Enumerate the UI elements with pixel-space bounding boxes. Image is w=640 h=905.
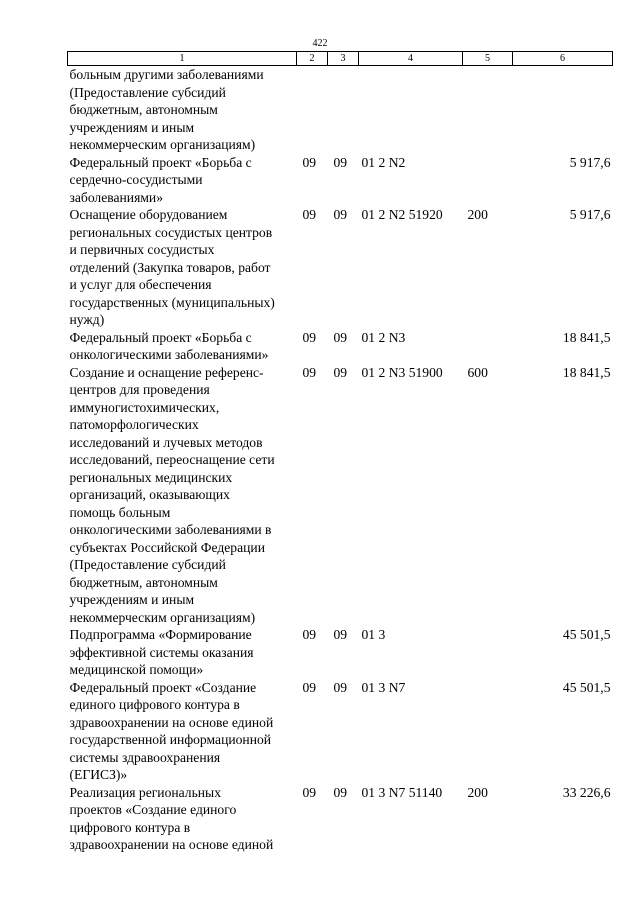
row-target-item-code (359, 66, 463, 154)
row-target-item-code: 01 3 N7 (361, 679, 406, 695)
row-name-line: Реализация региональных (69, 784, 221, 800)
column-header-expense-type: 5 (463, 52, 513, 66)
table-row (68, 679, 613, 784)
row-section-code: 09 (302, 207, 317, 222)
column-header-subsection: 3 (328, 52, 359, 66)
row-name-line: учреждениям и иным (69, 119, 195, 135)
row-subsection-code: 09 (333, 679, 348, 695)
row-name-line: бюджетным, автономным (69, 102, 218, 117)
row-name-line: больным другими заболеваниями (69, 67, 264, 82)
row-name-line: региональных сосудистых центров (69, 224, 273, 240)
row-name-line: субъектах Российской Федерации (69, 539, 265, 555)
row-name-line: заболеваниями» (69, 189, 164, 205)
row-subsection-code: 09 (333, 364, 348, 380)
row-name-line: Создание и оснащение референс- (69, 364, 264, 380)
row-amount: 5 917,6 (569, 207, 611, 222)
row-name-line: и первичных сосудистых (69, 242, 215, 257)
table-row (68, 66, 613, 154)
row-name-line: Федеральный проект «Борьба с (69, 329, 252, 345)
row-name-line: здравоохранении на основе единой (69, 837, 274, 852)
row-expense-type-code (463, 626, 513, 679)
row-name-line: онкологическими заболеваниями в (69, 522, 272, 537)
table-body (68, 66, 613, 854)
row-name-line: некоммерческим организациям) (69, 137, 256, 152)
row-name-line: помощь больным (69, 504, 171, 520)
row-target-item-code: 01 2 N3 51900 (361, 364, 443, 380)
row-name-line: государственных (муниципальных) (69, 294, 275, 310)
row-expense-type-code: 200 (467, 784, 488, 800)
budget-table (67, 51, 613, 854)
row-amount: 45 501,5 (562, 627, 611, 642)
row-name-line: отделений (Закупка товаров, работ (69, 259, 271, 275)
row-name-line: цифрового контура в (69, 819, 191, 835)
row-name-line: исследований, переоснащение сети (69, 452, 275, 467)
row-amount: 33 226,6 (562, 784, 611, 800)
row-name-line: Оснащение оборудованием (69, 207, 228, 222)
row-expense-type-code: 600 (467, 364, 488, 380)
row-name-line: единого цифрового контура в (69, 697, 240, 712)
row-name-line: и услуг для обеспечения (69, 277, 212, 292)
row-name-line: сердечно-сосудистыми (69, 172, 203, 187)
row-section-code: 09 (302, 329, 317, 345)
row-name-line: патоморфологических (69, 417, 199, 432)
row-amount: 5 917,6 (569, 154, 611, 170)
row-name-line: (Предоставление субсидий (69, 84, 226, 100)
table-row (68, 364, 613, 627)
row-target-item-code: 01 2 N3 (361, 329, 406, 345)
column-header-target-item: 4 (359, 52, 463, 66)
row-name-line: системы здравоохранения (69, 749, 221, 765)
row-target-item-code: 01 3 N7 51140 (361, 784, 443, 800)
row-name-line: Федеральный проект «Создание (69, 679, 257, 695)
row-target-item-code: 01 3 (361, 627, 386, 642)
row-subsection-code: 09 (333, 784, 348, 800)
row-subsection-code: 09 (333, 207, 348, 222)
row-name-line: медицинской помощи» (69, 662, 204, 677)
row-name (68, 206, 297, 329)
row-name-line: проектов «Создание единого (69, 802, 237, 817)
row-name (68, 329, 297, 364)
row-name-line: нужд) (69, 312, 105, 327)
row-subsection-code (328, 66, 359, 154)
table-row (68, 329, 613, 364)
row-name-line: организаций, оказывающих (69, 487, 230, 502)
row-subsection-code: 09 (333, 329, 348, 345)
table-row (68, 154, 613, 207)
row-name-line: государственной информационной (69, 732, 272, 747)
row-target-item-code: 01 2 N2 (361, 154, 406, 170)
row-name (68, 679, 297, 784)
row-name-line: исследований и лучевых методов (69, 434, 263, 450)
page-number: 422 (312, 38, 328, 49)
row-section-code: 09 (302, 154, 317, 170)
row-expense-type-code (463, 329, 513, 364)
row-name-line: Подпрограмма «Формирование (69, 627, 252, 642)
column-number-row (68, 52, 613, 66)
row-section-code: 09 (302, 364, 317, 380)
row-expense-type-code: 200 (467, 207, 488, 222)
table-row (68, 626, 613, 679)
row-amount: 45 501,5 (562, 679, 611, 695)
row-name-line: учреждениям и иным (69, 592, 195, 607)
row-name (68, 626, 297, 679)
row-name (68, 784, 297, 854)
row-name-line: некоммерческим организациям) (69, 609, 256, 625)
row-subsection-code: 09 (333, 627, 348, 642)
row-target-item-code: 01 2 N2 51920 (361, 207, 443, 222)
column-header-name: 1 (68, 52, 297, 66)
column-header-amount: 6 (513, 52, 613, 66)
row-name-line: бюджетным, автономным (69, 574, 218, 590)
row-expense-type-code (463, 679, 513, 784)
row-amount (513, 66, 613, 154)
row-section-code: 09 (302, 679, 317, 695)
table-header (68, 52, 613, 66)
row-expense-type-code (463, 154, 513, 207)
row-subsection-code: 09 (333, 154, 348, 170)
row-name-line: региональных медицинских (69, 469, 233, 485)
row-name (68, 154, 297, 207)
table-row (68, 206, 613, 329)
row-expense-type-code (463, 66, 513, 154)
row-amount: 18 841,5 (562, 364, 611, 380)
row-section-code: 09 (302, 627, 317, 642)
row-section-code: 09 (302, 784, 317, 800)
row-name-line: (Предоставление субсидий (69, 557, 226, 572)
row-name-line: онкологическими заболеваниями» (69, 347, 269, 362)
row-name-line: эффективной системы оказания (69, 644, 254, 660)
row-name-line: Федеральный проект «Борьба с (69, 154, 252, 170)
row-name (68, 66, 297, 154)
column-header-section: 2 (297, 52, 328, 66)
row-name-line: центров для проведения (69, 382, 210, 397)
row-name (68, 364, 297, 627)
row-section-code (297, 66, 328, 154)
row-name-line: иммуногистохимических, (69, 399, 220, 415)
row-name-line: (ЕГИСЗ)» (69, 767, 128, 782)
row-amount: 18 841,5 (562, 329, 611, 345)
table-row (68, 784, 613, 854)
row-name-line: здравоохранении на основе единой (69, 714, 274, 730)
